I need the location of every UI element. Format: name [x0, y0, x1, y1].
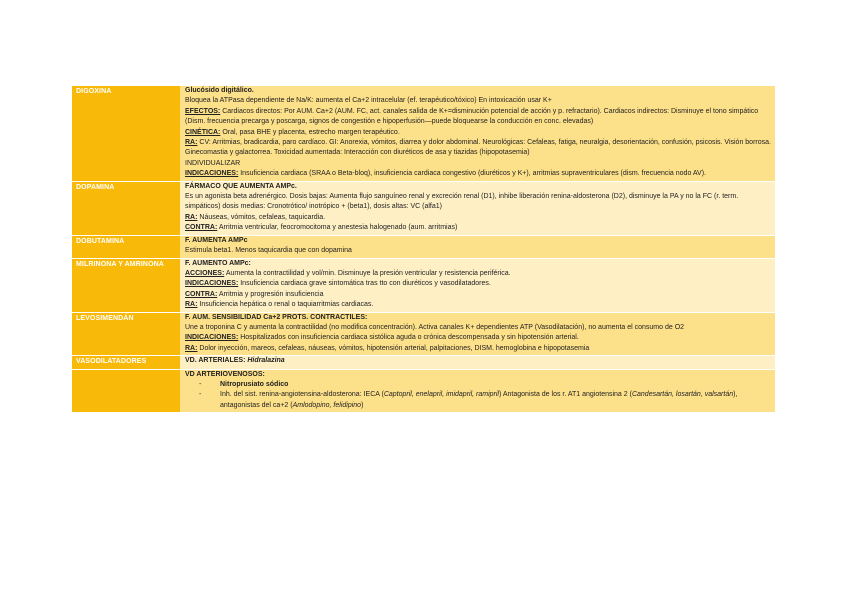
drug-name: DOBUTAMINA — [72, 236, 180, 258]
text-line: FÁRMACO QUE AUMENTA AMPc. — [185, 182, 297, 190]
drug-description — [180, 313, 775, 356]
text-line: VD. ARTERIALES: Hidralazina — [185, 357, 285, 365]
drug-description — [180, 356, 775, 368]
text-line: INDICACIONES: Insuficiencia cardiaca (SRAA o Beta-bloq), insuficiencia cardiaca congestivo (diuréticos y K+), arritmias supraventriculares (dism. frecuencia nodo AV). — [185, 170, 706, 178]
list-item — [185, 380, 771, 390]
table-row — [72, 313, 775, 357]
text-line: INDIVIDUALIZAR — [185, 159, 241, 167]
drug-description — [180, 86, 775, 181]
bullet: - — [199, 380, 202, 388]
table-row — [72, 86, 775, 182]
list-item-text: Nitroprusiato sódico — [220, 380, 289, 388]
text-line: F. AUMENTA AMPc — [185, 236, 248, 244]
drug-name: DIGOXINA — [72, 86, 180, 181]
text-line: F. AUM. SENSIBILIDAD Ca+2 PROTS. CONTRACTILES: — [185, 313, 368, 321]
text-line: Es un agonista beta adrenérgico. Dosis bajas: Aumenta flujo sanguíneo renal y excreción renal (D1), inhibe liberación renina-aldosterona (D2), disminuye la PA y no la FC (r. term. simpáticos) dosis medias: Cronotrótico/ inotrópico + (beta1), dosis altas: VC (alfa1) — [185, 193, 739, 211]
table-row — [72, 236, 775, 259]
text-line: INDICACIONES: Insuficiencia cardiaca grave sintomática tras tto con diuréticos y vasodilatadores. — [185, 280, 491, 288]
text-line: VD ARTERIOVENOSOS: — [185, 370, 265, 378]
text-line: CINÉTICA: Oral, pasa BHE y placenta, estrecho margen terapéutico. — [185, 128, 400, 136]
list-item — [185, 390, 771, 411]
text-line: RA: Dolor inyección, mareos, cefaleas, náuseas, vómitos, hipotensión arterial, palpitaciones, DISM. hemoglobina e hipopotasemia — [185, 344, 590, 352]
text-line: ACCIONES: Aumenta la contractilidad y vol/min. Disminuye la presión ventricular y resistencia periférica. — [185, 269, 511, 277]
text-line: CONTRA: Arritmia y progresión insuficiencia — [185, 290, 324, 298]
text-line: Glucósido digitálico. — [185, 87, 254, 94]
text-line: EFECTOS: Cardiacos directos: Por AUM. Ca+2 (AUM. FC, act. canales salida de K+=disminución potencial de acción y p. refractario). Cardiacos indirectos: Disminuye el tono simpático (Dism. frecuencia precarga y poscarga, signos de congestión e hipoperfusión—puede bloquearse la conducción en conc. elevadas) — [185, 107, 759, 126]
drug-name: DOPAMINA — [72, 182, 180, 235]
bullet: - — [199, 391, 202, 399]
list-item-text: Inh. del sist. renina-angiotensina-aldosterona: IECA (Captopril, enelapril, imidapril, ramipril) Antagonista de los r. AT1 angiotensina 2 (Candesartán, losartán, valsartán), antagonistas del ca+2 (Amlodopino, felidipino) — [220, 391, 738, 409]
text-line: CONTRA: Arritmia ventricular, feocromocitoma y anestesia halogenado (aum. arritmias) — [185, 224, 458, 232]
text-line: RA: Insuficiencia hepática o renal o taquiarritmias cardiacas. — [185, 301, 374, 309]
table-row — [72, 259, 775, 313]
drug-name-empty — [72, 370, 180, 413]
drug-name: LEVOSIMENDÁN — [72, 313, 180, 356]
table-row — [72, 356, 775, 369]
text-line: INDICACIONES: Hospitalizados con insuficiencia cardiaca sistólica aguda o crónica descompensada y sin hipotensión arterial. — [185, 334, 579, 342]
table-row — [72, 182, 775, 236]
drug-description — [180, 182, 775, 235]
text-line: RA: Náuseas, vómitos, cefaleas, taquicardia. — [185, 213, 326, 221]
text-line: Bloquea la ATPasa dependiente de Na/K: aumenta el Ca+2 intracelular (ef. terapéutico/tóxico) En intoxicación usar K+ — [185, 97, 552, 105]
text-line: RA: CV: Arritmias, bradicardia, paro cardíaco. GI: Anorexia, vómitos, diarrea y dolor abdominal. Neurológicas: Cefaleas, fatiga, neuralgia, desorientación, confusión, psicosis. Visión borrosa. Ginecomastia y galactorrea. Toxicidad aumentada: Interacción con diuréticos de asa y tiazidas (hipopotasemia) — [185, 139, 771, 157]
drug-table — [72, 86, 775, 413]
text-line: Estimula beta1. Menos taquicardia que con dopamina — [185, 247, 352, 255]
drug-description — [180, 370, 775, 413]
drug-name: MILRINONA Y AMRINONA — [72, 259, 180, 312]
drug-description — [180, 236, 775, 258]
text-line: Une a troponina C y aumenta la contractilidad (no modifica concentración). Activa canales K+ dependientes ATP (Vasodilatación), no aumenta el consumo de O2 — [185, 323, 685, 331]
text-line: F. AUMENTO AMPc: — [185, 259, 251, 267]
drug-name: VASODILATADORES — [72, 356, 180, 368]
drug-description — [180, 259, 775, 312]
table-row — [72, 370, 775, 414]
